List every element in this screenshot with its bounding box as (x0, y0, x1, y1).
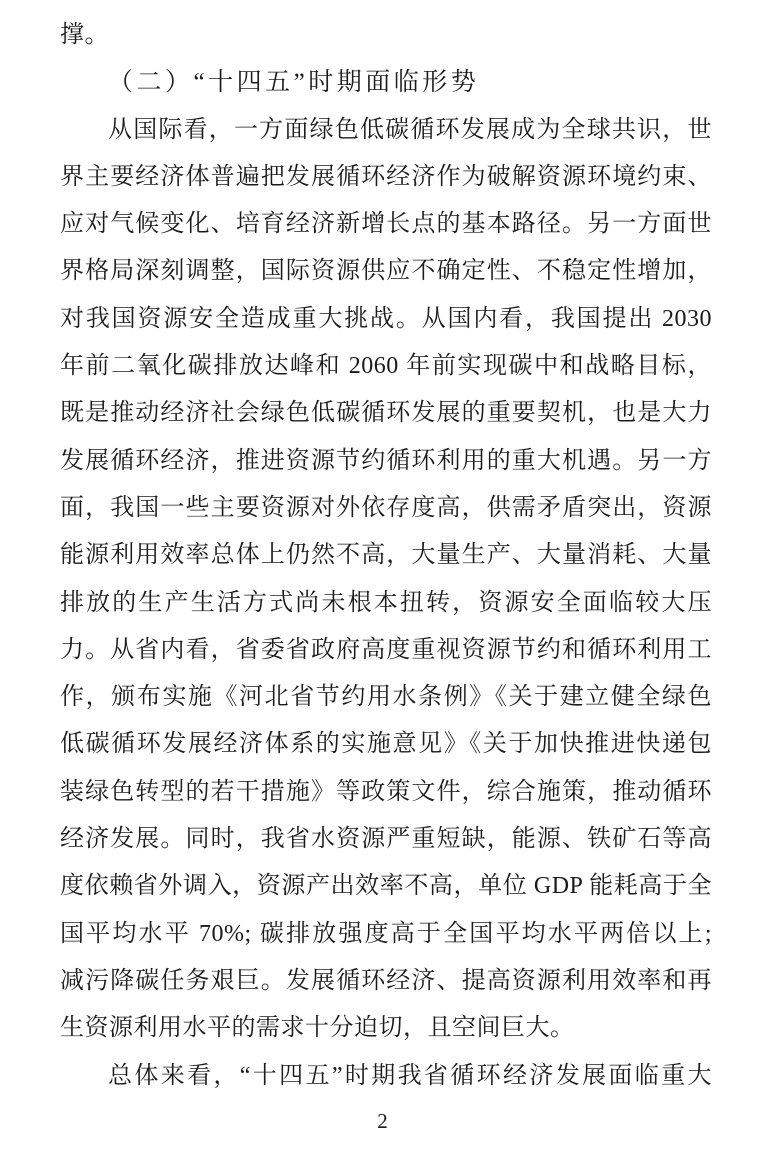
text-line: 界主要经济体普遍把发展循环经济作为破解资源环境约束、 (60, 163, 712, 190)
text-line: 经济发展。同时，我省水资源严重短缺，能源、铁矿石等高 (60, 826, 712, 853)
text-line: 总体来看，“十四五”时期我省循环经济发展面临重大 (108, 1062, 712, 1089)
text-line: 装绿色转型的若干措施》等政策文件，综合施策，推动循环 (60, 778, 712, 805)
text-line: 生资源利用水平的需求十分迫切，且空间巨大。 (60, 1015, 575, 1042)
text-line: 国平均水平 70%; 碳排放强度高于全国平均水平两倍以上; (60, 920, 712, 947)
document-body (60, 12, 712, 1100)
text-line: 应对气候变化、培育经济新增长点的基本路径。另一方面世 (60, 211, 712, 238)
text-line: 从国际看，一方面绿色低碳循环发展成为全球共识，世 (108, 116, 712, 143)
text-line: 面，我国一些主要资源对外依存度高，供需矛盾突出，资源 (60, 494, 712, 521)
text-line: 力。从省内看，省委省政府高度重视资源节约和循环利用工 (60, 636, 712, 663)
text-line: 度依赖省外调入，资源产出效率不高，单位 GDP 能耗高于全 (60, 873, 712, 900)
text-line: 年前二氧化碳排放达峰和 2060 年前实现碳中和战略目标， (60, 353, 712, 380)
text-line: 对我国资源安全造成重大挑战。从国内看，我国提出 2030 (60, 305, 712, 332)
text-line: 作，颁布实施《河北省节约用水条例》《关于建立健全绿色 (60, 684, 712, 711)
text-line: 能源利用效率总体上仍然不高，大量生产、大量消耗、大量 (60, 542, 712, 569)
section-heading: （二）“十四五”时期面临形势 (108, 69, 480, 97)
text-line: 发展循环经济，推进资源节约循环利用的重大机遇。另一方 (60, 447, 712, 474)
text-line: 低碳循环发展经济体系的实施意见》《关于加快推进快递包 (60, 731, 712, 758)
text-line: 排放的生产生活方式尚未根本扭转，资源安全面临较大压 (60, 589, 712, 616)
text-line: 既是推动经济社会绿色低碳循环发展的重要契机，也是大力 (60, 400, 712, 427)
page-number: 2 (377, 1109, 388, 1133)
text-line: 减污降碳任务艰巨。发展循环经济、提高资源利用效率和再 (60, 967, 712, 994)
text-line: 界格局深刻调整，国际资源供应不确定性、不稳定性增加， (60, 258, 712, 285)
text-line: 撑。 (60, 22, 109, 48)
